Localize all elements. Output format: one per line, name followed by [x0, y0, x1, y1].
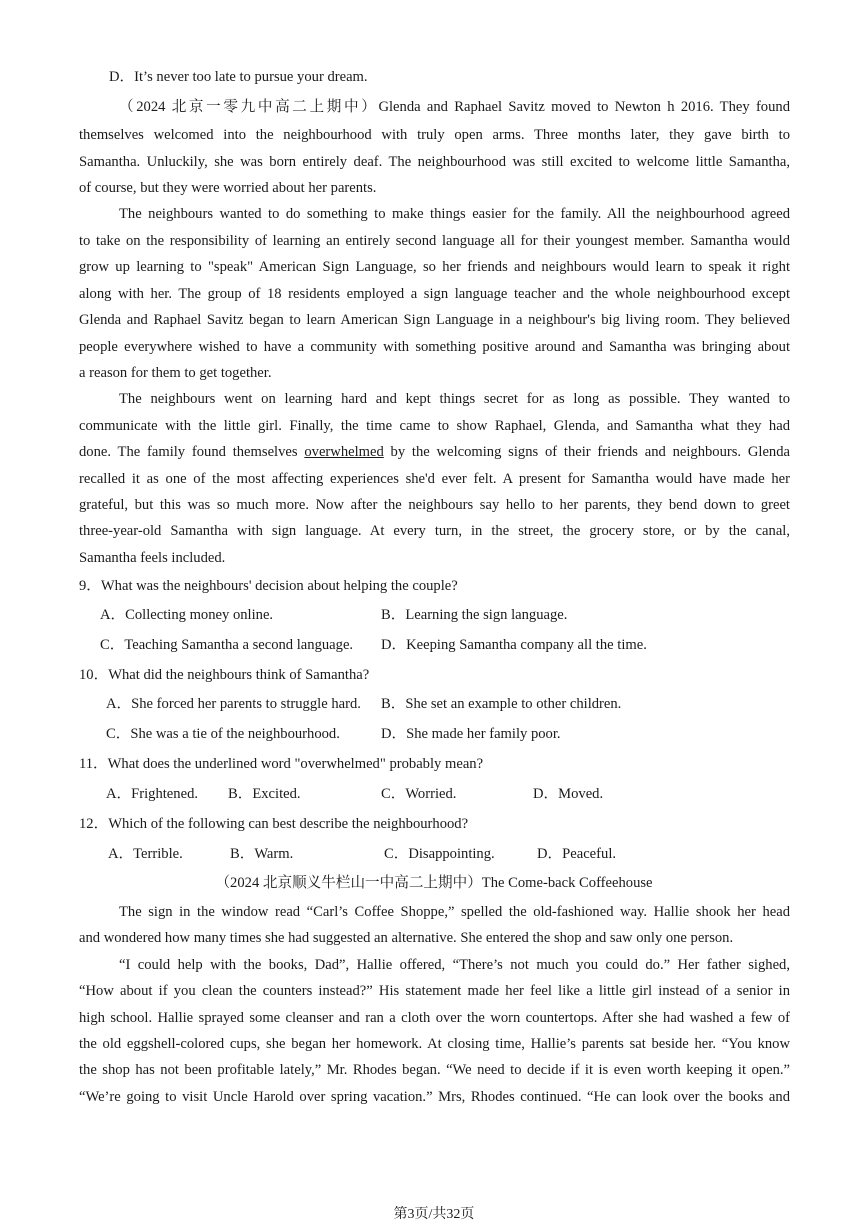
- passage-d-p3-line: three-year-old Samantha with sign language. At every turn, in the street, the grocery store, or by the canal,: [79, 523, 790, 539]
- passage-d-p3-line: recalled it as one of the most affecting experiences she'd ever felt. A present for Samantha would have made her: [79, 471, 790, 487]
- option-11c: C．Worried.: [381, 786, 457, 802]
- passage-d-p2-line: to take on the responsibility of learning an entirely second language all for their youngest member. Samantha would: [79, 233, 790, 249]
- option-10c: C．She was a tie of the neighbourhood.: [106, 726, 340, 742]
- passage-d-p2-line: The neighbours wanted to do something to make things easier for the family. All the neighbourhood agreed: [119, 206, 790, 222]
- text-run: done. The family found themselves: [79, 444, 305, 460]
- question-9: 9．What was the neighbours' decision about helping the couple?: [79, 578, 458, 594]
- passage-e-p2-line: “How about if you clean the counters instead?” His statement made her feel like a little girl instead of a senior in: [79, 983, 790, 999]
- passage-e-title: （2024 北京顺义牛栏山一中高二上期中）The Come-back Coffeehouse: [215, 875, 653, 891]
- question-10: 10．What did the neighbours think of Samantha?: [79, 667, 370, 683]
- option-9d: D．Keeping Samantha company all the time.: [381, 637, 647, 653]
- question-11: 11．What does the underlined word "overwhelmed" probably mean?: [79, 756, 484, 772]
- option-9b: B．Learning the sign language.: [381, 607, 568, 623]
- option-10b: B．She set an example to other children.: [381, 696, 622, 712]
- passage-e-p2-line: high school. Hallie sprayed some cleanser and ran a cloth over the worn countertops. After she had washed a few of: [79, 1010, 790, 1026]
- option-10d: D．She made her family poor.: [381, 726, 561, 742]
- passage-d-p3-line: The neighbours went on learning hard and kept things secret for as long as possible. They wanted to: [119, 391, 790, 407]
- passage-d-p2-line: a reason for them to get together.: [79, 365, 272, 381]
- option-12b: B．Warm.: [230, 846, 294, 862]
- passage-d-p3-line: [79, 442, 790, 462]
- option-9c: C．Teaching Samantha a second language.: [100, 637, 354, 653]
- passage-d-p2-line: along with her. The group of 18 residents employed a sign language teacher and the whole neighbourhood except: [79, 286, 790, 302]
- option-11a: A．Frightened.: [106, 786, 199, 802]
- page-number: 第3页/共32页: [393, 1207, 475, 1222]
- passage-d-p2-line: grow up learning to "speak" American Sign Language, so her friends and neighbours would learn to speak it right: [79, 259, 790, 275]
- underlined-word: overwhelmed: [304, 444, 384, 460]
- passage-d-p3-line: grateful, but this was so much more. Now after the neighbours say hello to her parents, they bend down to greet: [79, 497, 790, 513]
- passage-d-p2-line: people everywhere wished to have a community with something positive around and Samantha was bringing about: [79, 339, 790, 355]
- option-9a: A．Collecting money online.: [100, 607, 274, 623]
- passage-d-p2-line: Glenda and Raphael Savitz began to learn American Sign Language in a neighbour's big living room. They believed: [79, 312, 790, 328]
- passage-d-p1-line: of course, but they were worried about her parents.: [79, 180, 377, 196]
- passage-e-p1-line: The sign in the window read “Carl’s Coffee Shoppe,” spelled the old-fashioned way. Hallie shook her head: [119, 904, 790, 920]
- passage-d-p1-line: （2024 北京一零九中高二上期中）Glenda and Raphael Savitz moved to Newton h 2016. They found: [119, 99, 790, 115]
- question-12: 12．Which of the following can best describe the neighbourhood?: [79, 816, 469, 832]
- option-12d: D．Peaceful.: [537, 846, 617, 862]
- option-11d: D．Moved.: [533, 786, 604, 802]
- option-12c: C．Disappointing.: [384, 846, 495, 862]
- passage-d-p1-line: themselves welcomed into the neighbourhood with truly open arms. Three months later, they gave birth to: [79, 127, 790, 143]
- passage-e-p2-line: “We’re going to visit Uncle Harold over spring vacation.” Mrs, Rhodes continued. “He can look over the books and: [79, 1089, 790, 1105]
- passage-e-p2-line: the shop has not been profitable lately,” Mr. Rhodes began. “We need to decide if it is even worth keeping it open.”: [79, 1062, 790, 1078]
- passage-e-p1-line: and wondered how many times she had suggested an alternative. She entered the shop and saw only one person.: [79, 930, 734, 946]
- passage-e-p2-line: the old eggshell-colored cups, she began her homework. At closing time, Hallie’s parents sat beside her. “You know: [79, 1036, 790, 1052]
- text-run: by the welcoming signs of their friends and neighbours. Glenda: [383, 444, 791, 460]
- option-d-line: D．It’s never too late to pursue your dream.: [109, 69, 368, 85]
- passage-d-p1-line: Samantha. Unluckily, she was born entirely deaf. The neighbourhood was still excited to welcome little Samantha,: [79, 154, 790, 170]
- option-10a: A．She forced her parents to struggle hard.: [106, 696, 361, 712]
- option-12a: A．Terrible.: [108, 846, 183, 862]
- passage-d-p3-line: communicate with the little girl. Finally, the time came to show Raphael, Glenda, and Samantha what they had: [79, 418, 790, 434]
- passage-e-p2-line: “I could help with the books, Dad”, Hallie offered, “There’s not much you could do.” Her father sighed,: [119, 957, 790, 973]
- passage-d-p3-line: Samantha feels included.: [79, 550, 226, 566]
- option-11b: B．Excited.: [228, 786, 301, 802]
